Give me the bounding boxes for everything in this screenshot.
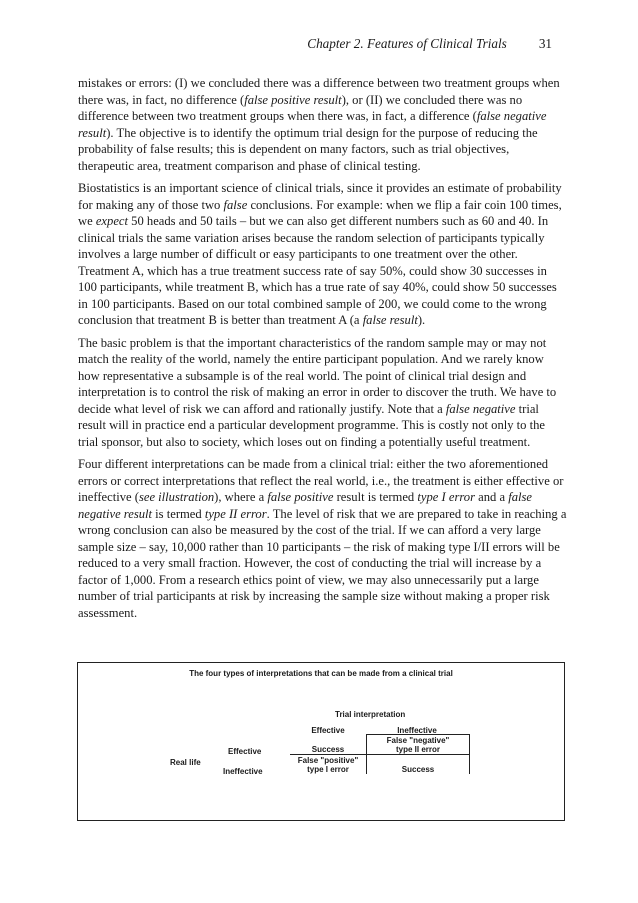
trial-interpretation-label: Trial interpretation <box>335 710 406 719</box>
text-run: ). The objective is to identify the optimum trial design for the purpose of reducing the probability of false results; this is dependent on many factors, such as trial objectives, therapeutic area, treatment comparison and phase of clinical testing. <box>78 125 538 173</box>
figure-title: The four types of interpretations that can be made from a clinical trial <box>189 669 453 678</box>
chapter-title: Chapter 2. Features of Clinical Trials <box>307 36 507 51</box>
row-header-effective: Effective <box>228 747 262 756</box>
body-text <box>78 75 568 627</box>
paragraph <box>78 456 568 621</box>
text-run: . The level of risk that we are prepared to take in reaching a wrong conclusion can also be measured by the cost of the trial. If we can afford a very large sample size – say, 10,000 rather than 10 participants – the risk of making type I/II errors will be reduced to a very small fraction. However, the cost of conducting the trial will increase by a factor of 1,000. From a research ethics point of view, we may also unnecessarily put a large number of trial participants at risk by increasing the sample size without making a proper risk assessment. <box>78 506 567 620</box>
column-header-effective: Effective <box>311 726 345 735</box>
text-run: The basic problem is that the important characteristics of the random sample may or may not match the reality of the world, namely the entire participant population. And we rarely know how representative a subsample is of the real world. The point of clinical trial design and interpretation is to control the risk of making an error in order to discover the truth. We have to decide what level of risk we can afford and rationally justify. Note that a <box>78 335 557 416</box>
text-run: trial result will in practice end a particular development programme. This is costly not only to the trial sponsor, but also to society, which loses out on finding a potentially useful treatment. <box>78 401 546 449</box>
text-run: Biostatistics is an important science of clinical trials, since it provides an estimate of probability for making any of those two <box>78 181 562 212</box>
italic-run: false result <box>362 313 418 327</box>
paragraph <box>78 180 568 329</box>
column-header-ineffective: Ineffective <box>397 726 437 735</box>
paragraph <box>78 335 568 451</box>
text-run: mistakes or errors: (I) we concluded there was a difference between two treatment groups when there was, in fact, no difference ( <box>78 76 560 107</box>
interpretation-matrix <box>290 734 470 774</box>
paragraph <box>78 75 568 174</box>
text-run: ). <box>417 313 426 327</box>
running-header <box>307 36 552 52</box>
italic-run: type I error <box>417 490 475 504</box>
cell-type-ii-line1: False "negative" <box>386 736 450 745</box>
cell-success-ineffective: Success <box>367 755 470 775</box>
matrix-row <box>290 735 470 755</box>
matrix-row <box>290 755 470 775</box>
italic-run: false negative result <box>78 490 532 521</box>
text-run: 50 heads and 50 tails – but we can also get different numbers such as 60 and 40. In clinical trials the same variation arises because the random selection of participants typically involves a large number of difficult or easy participants to one treatment over the other. Treatment A, which has a true treatment success rate of say 50%, could show 30 successes in 100 participants, while treatment B, which has a true rate of say 40%, could show 50 successes in 100 participants. Based on our total combined sample of 200, we could come to the wrong conclusion that treatment B is better than treatment A (a <box>78 214 557 327</box>
italic-run: expect <box>95 214 128 228</box>
cell-type-ii-error <box>367 735 470 755</box>
italic-run: see illustration <box>138 490 215 504</box>
text-run: and a <box>474 490 509 504</box>
cell-type-i-line2: type I error <box>307 765 349 774</box>
italic-run: type II error <box>204 506 267 521</box>
real-life-label: Real life <box>170 758 201 767</box>
italic-run: false <box>223 197 248 212</box>
text-run: is termed <box>152 506 205 521</box>
text-run: ), or (II) we concluded there was no difference between two treatment groups when there was, in fact, a difference ( <box>78 92 523 123</box>
row-header-ineffective: Ineffective <box>223 767 263 776</box>
italic-run: false positive <box>267 490 334 504</box>
text-run: conclusions. For example: when we flip a fair coin 100 times, we <box>78 197 562 228</box>
text-run: Four different interpretations can be made from a clinical trial: either the two aforementioned errors or correct interpretations that reflect the real world, i.e., the treatment is either effective or ineffective ( <box>78 457 564 504</box>
cell-success-effective: Success <box>290 735 367 755</box>
interpretation-figure <box>77 662 565 821</box>
italic-run: false negative <box>445 401 516 416</box>
cell-type-ii-line2: type II error <box>395 745 440 754</box>
cell-type-i-error <box>290 755 367 775</box>
text-run: ), where a <box>214 490 268 504</box>
text-run: result is termed <box>333 490 418 504</box>
italic-run: false positive result <box>244 92 342 107</box>
cell-type-i-line1: False "positive" <box>297 756 359 765</box>
page-number: 31 <box>538 36 552 51</box>
italic-run: false negative result <box>78 109 547 140</box>
